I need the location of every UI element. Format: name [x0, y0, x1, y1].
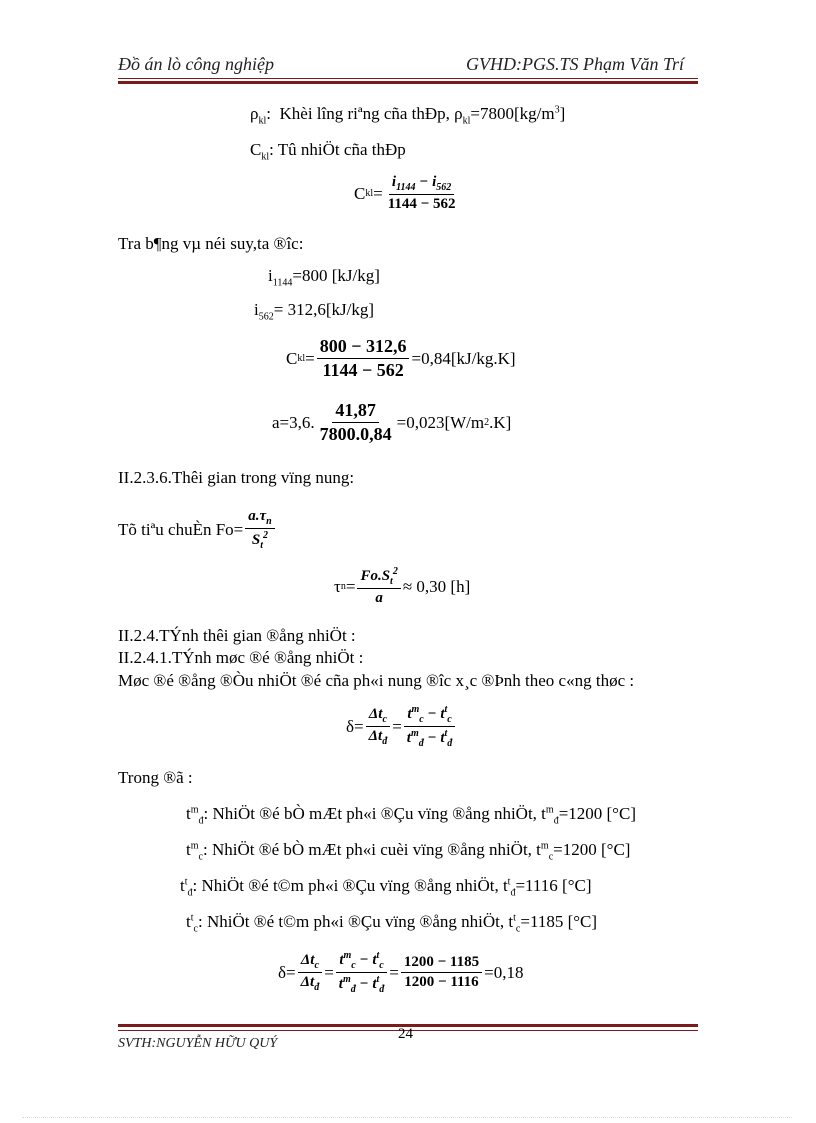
tau-fraction: $\frac{Fo.S_t^2}{a}$ [357, 566, 400, 607]
i562-value: $i_{562}= 312,6[kJ/kg]$ [254, 300, 374, 323]
ttd-definition: $t^t_đ$: NhiÖt ®é t©m ph«i ®Çu vïng ®ång nhiÖt, $t^t_đ=1116$ [°C] [180, 876, 592, 899]
trong-do-text: Trong ®ã : [118, 768, 193, 787]
ckl-formula: C kl = $\frac{i_{1144} - i_{562}}{1144 - 562}$ [354, 174, 460, 213]
header-advisor: GVHD:PGS.TS Phạm Văn Trí [466, 54, 685, 74]
ckl-fraction: $\frac{i_{1144} - i_{562}}{1144 - 562}$ [387, 174, 456, 212]
delta-result-fraction-2: $\frac{t^m_c - t^t_c}{t^m_đ - t^t_đ}$ [336, 950, 388, 995]
delta-numeric-fraction: $\frac{1200 - 1185}{1200 - 1116}$ [401, 954, 482, 991]
fo-fraction: $\frac{a.\tau_n}{S_t^2}$ [245, 508, 274, 551]
tra-bang-text: Tra b¶ng vµ néi suy,ta ®îc: [118, 234, 304, 253]
header-title: Đồ án lò công nghiệp [118, 54, 274, 74]
header-rule-thin [118, 78, 698, 79]
delta-result-formula: δ= $\frac{\Delta t_c}{\Delta t_đ}$ = $\frac{t^m_c - t^t_c}{t^m_đ - t^t_đ}$ = $\frac{1200 - 1185}{1200 - 1116}$ =0,18 [278, 950, 524, 995]
ckl-value-fraction: $\frac{800 - 312,6}{1144 - 562}$ [317, 336, 410, 381]
c-definition: $C_{kl}$: Tû nhiÖt cña thÐp [250, 140, 406, 163]
page-number: 24 [398, 1026, 413, 1042]
muc-do-text: Møc ®é ®ång ®Òu nhiÖt ®é cña ph«i nung ®îc x¸c ®Þnh theo c«ng thøc : [118, 671, 635, 690]
delta-fraction-2: $\frac{t^m_c - t^t_c}{t^m_đ - t^t_đ}$ [404, 704, 456, 749]
i1144-value: $i_{1144}=800$ [kJ/kg] [268, 266, 380, 289]
ckl-result-formula: C kl = $\frac{800 - 312,6}{1144 - 562}$ =0,84[kJ/kg.K] [286, 336, 516, 380]
header-rule-thick [118, 81, 698, 84]
footer-student: SVTH:NGUYỄN HỮU QUÝ [118, 1036, 278, 1051]
delta-result-fraction-1: $\frac{\Delta t_c}{\Delta t_đ}$ [298, 952, 323, 993]
fo-formula: Tõ tiªu chuÈn Fo= $\frac{a.\tau_n}{S_t^2}$ [118, 508, 277, 551]
tau-formula: τ n = $\frac{Fo.S_t^2}{a}$ ≈ 0,30 [h] [334, 566, 471, 606]
ttc-definition: $t^t_c$: NhiÖt ®é t©m ph«i ®Çu vïng ®ång nhiÖt, $t^t_c=1185$ [°C] [186, 912, 598, 935]
a-formula: a=3,6. $\frac{41,87}{7800.0,84}$ =0,023[W/m 2 .K] [272, 400, 512, 444]
delta-fraction-1: $\frac{\Delta t_c}{\Delta t_đ}$ [366, 706, 391, 747]
a-fraction: $\frac{41,87}{7800.0,84}$ [319, 400, 392, 444]
tmc-definition: $t^m_c$: NhiÖt ®é bÒ mÆt ph«i cuèi vïng ®ång nhiÖt, $t^m_c=1200$ [°C] [186, 840, 631, 863]
delta-formula: δ= $\frac{\Delta t_c}{\Delta t_đ}$ = $\frac{t^m_c - t^t_c}{t^m_đ - t^t_đ}$ [346, 704, 457, 749]
section-2-4: II.2.4.TÝnh thêi gian ®ång nhiÖt : [118, 626, 356, 645]
page-bottom-dotted-line [22, 1117, 792, 1118]
tmd-definition: $t^m_đ$: NhiÖt ®é bÒ mÆt ph«i ®Çu vïng ®ång nhiÖt, $t^m_đ=1200$ [°C] [186, 804, 636, 827]
section-2-3-6: II.2.3.6.Thêi gian trong vïng nung: [118, 468, 355, 487]
rho-definition: $\rho_{kl}$: Khèi lîng riªng cña thÐp, $\rho_{kl}=7800[kg/m^3]$ [250, 104, 566, 127]
section-2-4-1: II.2.4.1.TÝnh møc ®é ®ång nhiÖt : [118, 648, 364, 667]
